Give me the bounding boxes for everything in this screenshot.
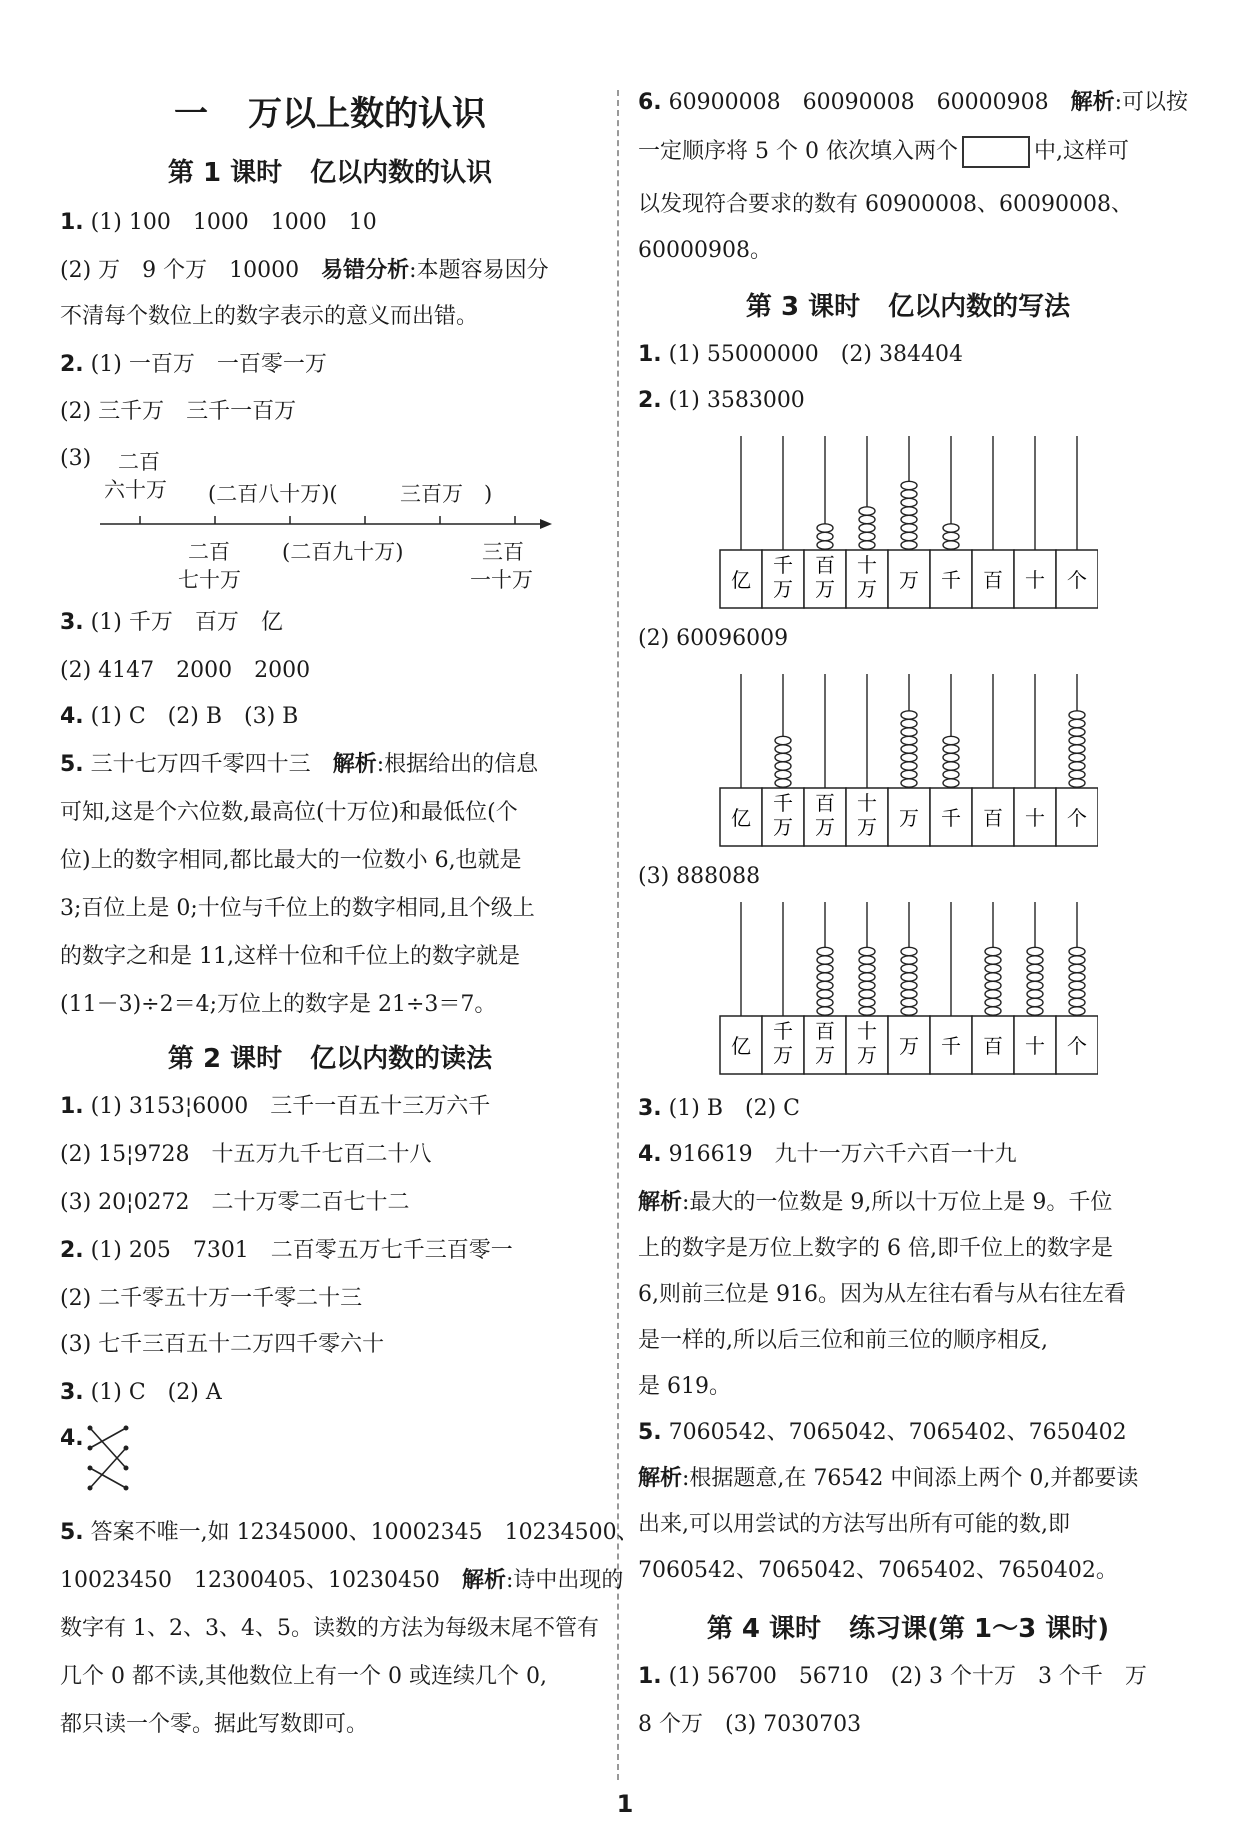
l1-q3-line2: (2) 4147 2000 2000 <box>60 658 311 683</box>
abacus-bead <box>1069 711 1085 719</box>
abacus-bead <box>775 745 791 753</box>
abacus-bead <box>901 947 917 955</box>
abacus-bead <box>901 728 917 736</box>
abacus-bead <box>817 1007 833 1015</box>
abacus-bead <box>1069 770 1085 778</box>
abacus-place-label: 万 <box>899 568 919 592</box>
abacus-bead <box>901 507 917 515</box>
l2-q1-line2: (2) 15¦9728 十五万九千七百二十八 <box>60 1142 432 1167</box>
abacus-bead <box>775 770 791 778</box>
abacus-bead <box>859 998 875 1006</box>
abacus-bead <box>817 956 833 964</box>
abacus-3 <box>718 898 1098 1078</box>
abacus-place-label: 百 <box>983 568 1003 592</box>
abacus-place-label: 万 <box>857 815 877 839</box>
abacus-bead <box>943 745 959 753</box>
abacus-bead <box>943 541 959 549</box>
abacus-svg <box>718 432 1098 612</box>
abacus-bead <box>901 973 917 981</box>
abacus-place-label: 万 <box>815 815 835 839</box>
l1-q2-line3: (3) <box>60 446 92 471</box>
abacus-place-label: 十 <box>1025 806 1045 830</box>
nl-bottom-label-3a: 三百 <box>482 540 524 564</box>
l2-q5-line1: 5. 答案不唯一,如 12345000、10002345 10234500、 <box>60 1520 639 1545</box>
page-number: 1 <box>616 1790 634 1818</box>
lesson-4-title: 第 4 课时 练习课(第 1～3 课时) <box>706 1614 1110 1644</box>
abacus-bead <box>775 762 791 770</box>
nl-bottom-label-1b: 七十万 <box>178 568 241 592</box>
abacus-bead <box>901 762 917 770</box>
l2-q4-line1: 4. <box>60 1426 84 1451</box>
abacus-place-label: 千 <box>773 553 793 577</box>
abacus-bead <box>943 770 959 778</box>
nl-bottom-label-1a: 二百 <box>188 540 230 564</box>
abacus-bead <box>1069 981 1085 989</box>
abacus-place-label: 亿 <box>731 806 751 830</box>
abacus-place-label: 亿 <box>731 1034 751 1058</box>
abacus-place-label: 万 <box>815 577 835 601</box>
abacus-bead <box>817 973 833 981</box>
abacus-bead <box>1027 947 1043 955</box>
abacus-bead <box>1069 947 1085 955</box>
abacus-bead <box>901 490 917 498</box>
abacus-place-label: 百 <box>815 1019 835 1043</box>
abacus-place-label: 万 <box>857 1043 877 1067</box>
q6-line4: 60000908。 <box>638 238 772 263</box>
lesson-1-title: 第 1 课时 亿以内数的认识 <box>167 158 493 188</box>
nl-top-label-1a: 二百 <box>118 450 160 474</box>
abacus-place-label: 百 <box>983 1034 1003 1058</box>
abacus-bead <box>817 964 833 972</box>
abacus-place-label: 十 <box>1025 1034 1045 1058</box>
l3-q4-line6: 是 619。 <box>638 1374 731 1399</box>
l3-q3-line1: 3. (1) B (2) C <box>638 1096 800 1121</box>
abacus-bead <box>859 956 875 964</box>
abacus-bead <box>859 507 875 515</box>
abacus-bead <box>859 973 875 981</box>
abacus-bead <box>901 981 917 989</box>
l4-q1-line2: 8 个万 (3) 7030703 <box>638 1712 862 1737</box>
abacus-place-label: 千 <box>773 791 793 815</box>
abacus-place-label: 百 <box>815 553 835 577</box>
abacus-bead <box>901 532 917 540</box>
abacus-place-label: 十 <box>857 553 877 577</box>
abacus-bead <box>859 947 875 955</box>
l2-q5-line4: 几个 0 都不读,其他数位上有一个 0 或连续几个 0, <box>60 1664 547 1689</box>
l3-q4-line2: 解析:最大的一位数是 9,所以十万位上是 9。千位 <box>638 1190 1113 1215</box>
l3-q5-line3: 出来,可以用尝试的方法写出所有可能的数,即 <box>638 1512 1070 1537</box>
abacus-bead <box>817 981 833 989</box>
l3-q5-line4: 7060542、7065042、7065402、7650402。 <box>638 1558 1118 1583</box>
l3-q1-line1: 1. (1) 55000000 (2) 384404 <box>638 342 963 367</box>
abacus-bead <box>901 770 917 778</box>
abacus-bead <box>985 947 1001 955</box>
l2-q2-line3: (3) 七千三百五十二万四千零六十 <box>60 1332 385 1357</box>
abacus-place-label: 万 <box>773 1043 793 1067</box>
l2-q2-line1: 2. (1) 205 7301 二百零五万七千三百零一 <box>60 1238 513 1263</box>
l2-q5-line3: 数字有 1、2、3、4、5。读数的方法为每级末尾不管有 <box>60 1616 599 1641</box>
abacus-2 <box>718 670 1098 850</box>
l3-q2-line2: (2) 60096009 <box>638 626 789 651</box>
nl-bottom-label-3b: 一十万 <box>470 568 533 592</box>
abacus-place-label: 十 <box>857 1019 877 1043</box>
l1-q1-line1: 1. (1) 100 1000 1000 10 <box>60 210 377 235</box>
abacus-bead <box>1027 981 1043 989</box>
l2-q2-line2: (2) 二千零五十万一千零二十三 <box>60 1286 363 1311</box>
l1-q5-line4: 3;百位上是 0;十位与千位上的数字相同,且个级上 <box>60 896 535 921</box>
abacus-bead <box>901 541 917 549</box>
abacus-bead <box>901 498 917 506</box>
abacus-place-label: 个 <box>1067 1034 1087 1058</box>
abacus-1 <box>718 432 1098 612</box>
q6-line1: 6. 60900008 60090008 60000908 解析:可以按 <box>638 90 1189 115</box>
q6-line3: 以发现符合要求的数有 60900008、60090008、 <box>638 192 1133 217</box>
abacus-bead <box>1069 973 1085 981</box>
abacus-bead <box>901 745 917 753</box>
abacus-place-label: 百 <box>815 791 835 815</box>
abacus-place-label: 百 <box>983 806 1003 830</box>
abacus-bead <box>817 998 833 1006</box>
abacus-place-label: 千 <box>941 806 961 830</box>
l1-q5-line5: 的数字之和是 11,这样十位和千位上的数字就是 <box>60 944 520 969</box>
abacus-bead <box>1069 779 1085 787</box>
l1-q1-line3: 不清每个数位上的数字表示的意义而出错。 <box>60 304 479 329</box>
abacus-bead <box>901 736 917 744</box>
abacus-bead <box>901 964 917 972</box>
abacus-bead <box>775 736 791 744</box>
abacus-bead <box>985 981 1001 989</box>
abacus-bead <box>985 956 1001 964</box>
abacus-bead <box>859 515 875 523</box>
abacus-bead <box>817 532 833 540</box>
abacus-bead <box>859 1007 875 1015</box>
l2-q5-line5: 都只读一个零。据此写数即可。 <box>60 1712 369 1737</box>
abacus-bead <box>859 541 875 549</box>
abacus-bead <box>859 964 875 972</box>
abacus-bead <box>943 779 959 787</box>
l1-q1-line2: (2) 万 9 个万 10000 易错分析:本题容易因分 <box>60 258 549 283</box>
q6-line2: 一定顺序将 5 个 0 依次填入两个 中,这样可 <box>638 136 1129 168</box>
matching-lines-diagram <box>86 1422 132 1494</box>
abacus-place-label: 千 <box>773 1019 793 1043</box>
l3-q4-line3: 上的数字是万位上数字的 6 倍,即千位上的数字是 <box>638 1236 1113 1261</box>
abacus-place-label: 万 <box>857 577 877 601</box>
abacus-bead <box>901 956 917 964</box>
abacus-bead <box>1027 1007 1043 1015</box>
abacus-bead <box>985 973 1001 981</box>
abacus-bead <box>901 524 917 532</box>
abacus-bead <box>1069 736 1085 744</box>
abacus-bead <box>817 990 833 998</box>
abacus-bead <box>1069 998 1085 1006</box>
abacus-place-label: 亿 <box>731 568 751 592</box>
l1-q2-line2: (2) 三千万 三千一百万 <box>60 399 297 424</box>
abacus-place-label: 万 <box>815 1043 835 1067</box>
abacus-bead <box>775 779 791 787</box>
abacus-bead <box>901 1007 917 1015</box>
abacus-bead <box>901 990 917 998</box>
abacus-bead <box>985 990 1001 998</box>
abacus-bead <box>859 981 875 989</box>
abacus-bead <box>985 998 1001 1006</box>
unit-title: 一 万以上数的认识 <box>174 94 486 134</box>
l1-q2-line1: 2. (1) 一百万 一百零一万 <box>60 352 327 377</box>
abacus-bead <box>817 541 833 549</box>
l3-q2-line1: 2. (1) 3583000 <box>638 388 805 413</box>
l1-q4-line1: 4. (1) C (2) B (3) B <box>60 704 299 729</box>
abacus-place-label: 千 <box>941 568 961 592</box>
l1-q5-line1: 5. 三十七万四千零四十三 解析:根据给出的信息 <box>60 752 539 777</box>
abacus-bead <box>1069 956 1085 964</box>
nl-top-label-2: (二百八十万)( <box>208 482 338 506</box>
abacus-svg <box>718 670 1098 850</box>
l3-q4-line4: 6,则前三位是 916。因为从左往右看与从右往左看 <box>638 1282 1126 1307</box>
abacus-bead <box>901 711 917 719</box>
l1-q5-line2: 可知,这是个六位数,最高位(十万位)和最低位(个 <box>60 800 518 825</box>
blank-box <box>962 136 1030 168</box>
abacus-bead <box>901 753 917 761</box>
abacus-place-label: 万 <box>773 815 793 839</box>
abacus-bead <box>943 524 959 532</box>
abacus-bead <box>775 753 791 761</box>
abacus-bead <box>817 524 833 532</box>
l3-q4-line1: 4. 916619 九十一万六千六百一十九 <box>638 1142 1017 1167</box>
abacus-bead <box>1069 964 1085 972</box>
nl-bottom-label-2: (二百九十万) <box>282 540 404 564</box>
abacus-bead <box>943 736 959 744</box>
l2-q5-line2: 10023450 12300405、10230450 解析:诗中出现的 <box>60 1568 624 1593</box>
abacus-svg <box>718 898 1098 1078</box>
abacus-bead <box>1069 728 1085 736</box>
abacus-bead <box>817 947 833 955</box>
l1-q5-line6: (11－3)÷2＝4;万位上的数字是 21÷3＝7。 <box>60 992 497 1017</box>
abacus-bead <box>1069 753 1085 761</box>
abacus-bead <box>1069 719 1085 727</box>
abacus-bead <box>1027 964 1043 972</box>
abacus-bead <box>985 1007 1001 1015</box>
l2-q3-line1: 3. (1) C (2) A <box>60 1380 222 1405</box>
abacus-place-label: 十 <box>1025 568 1045 592</box>
abacus-place-label: 十 <box>857 791 877 815</box>
abacus-bead <box>901 719 917 727</box>
l4-q1-line1: 1. (1) 56700 56710 (2) 3 个十万 3 个千 万 <box>638 1664 1147 1689</box>
l3-q5-line2: 解析:根据题意,在 76542 中间添上两个 0,并都要读 <box>638 1466 1139 1491</box>
abacus-place-label: 千 <box>941 1034 961 1058</box>
l2-q1-line1: 1. (1) 3153¦6000 三千一百五十三万六千 <box>60 1094 491 1119</box>
abacus-bead <box>985 964 1001 972</box>
abacus-bead <box>859 990 875 998</box>
abacus-bead <box>943 753 959 761</box>
abacus-place-label: 万 <box>773 577 793 601</box>
l3-q5-line1: 5. 7060542、7065042、7065402、7650402 <box>638 1420 1127 1445</box>
nl-top-label-3: 三百万 ) <box>400 482 493 506</box>
abacus-place-label: 万 <box>899 1034 919 1058</box>
abacus-bead <box>1027 973 1043 981</box>
abacus-bead <box>1027 990 1043 998</box>
abacus-place-label: 个 <box>1067 806 1087 830</box>
l1-q3-line1: 3. (1) 千万 百万 亿 <box>60 610 283 635</box>
abacus-bead <box>943 762 959 770</box>
abacus-bead <box>859 532 875 540</box>
abacus-bead <box>1069 745 1085 753</box>
lesson-2-title: 第 2 课时 亿以内数的读法 <box>167 1044 493 1074</box>
abacus-bead <box>1069 990 1085 998</box>
l3-q2-line3: (3) 888088 <box>638 864 761 889</box>
abacus-bead <box>901 515 917 523</box>
abacus-bead <box>859 524 875 532</box>
abacus-bead <box>1069 762 1085 770</box>
abacus-bead <box>1069 1007 1085 1015</box>
abacus-bead <box>901 779 917 787</box>
abacus-place-label: 万 <box>899 806 919 830</box>
l1-q5-line3: 位)上的数字相同,都比最大的一位数小 6,也就是 <box>60 848 522 873</box>
abacus-bead <box>1027 998 1043 1006</box>
l3-q4-line5: 是一样的,所以后三位和前三位的顺序相反, <box>638 1328 1048 1353</box>
l2-q1-line3: (3) 20¦0272 二十万零二百七十二 <box>60 1190 410 1215</box>
abacus-place-label: 个 <box>1067 568 1087 592</box>
abacus-bead <box>1027 956 1043 964</box>
lesson-3-title: 第 3 课时 亿以内数的写法 <box>745 292 1071 322</box>
nl-top-label-1b: 六十万 <box>104 478 167 502</box>
abacus-bead <box>901 481 917 489</box>
abacus-bead <box>943 532 959 540</box>
abacus-bead <box>901 998 917 1006</box>
